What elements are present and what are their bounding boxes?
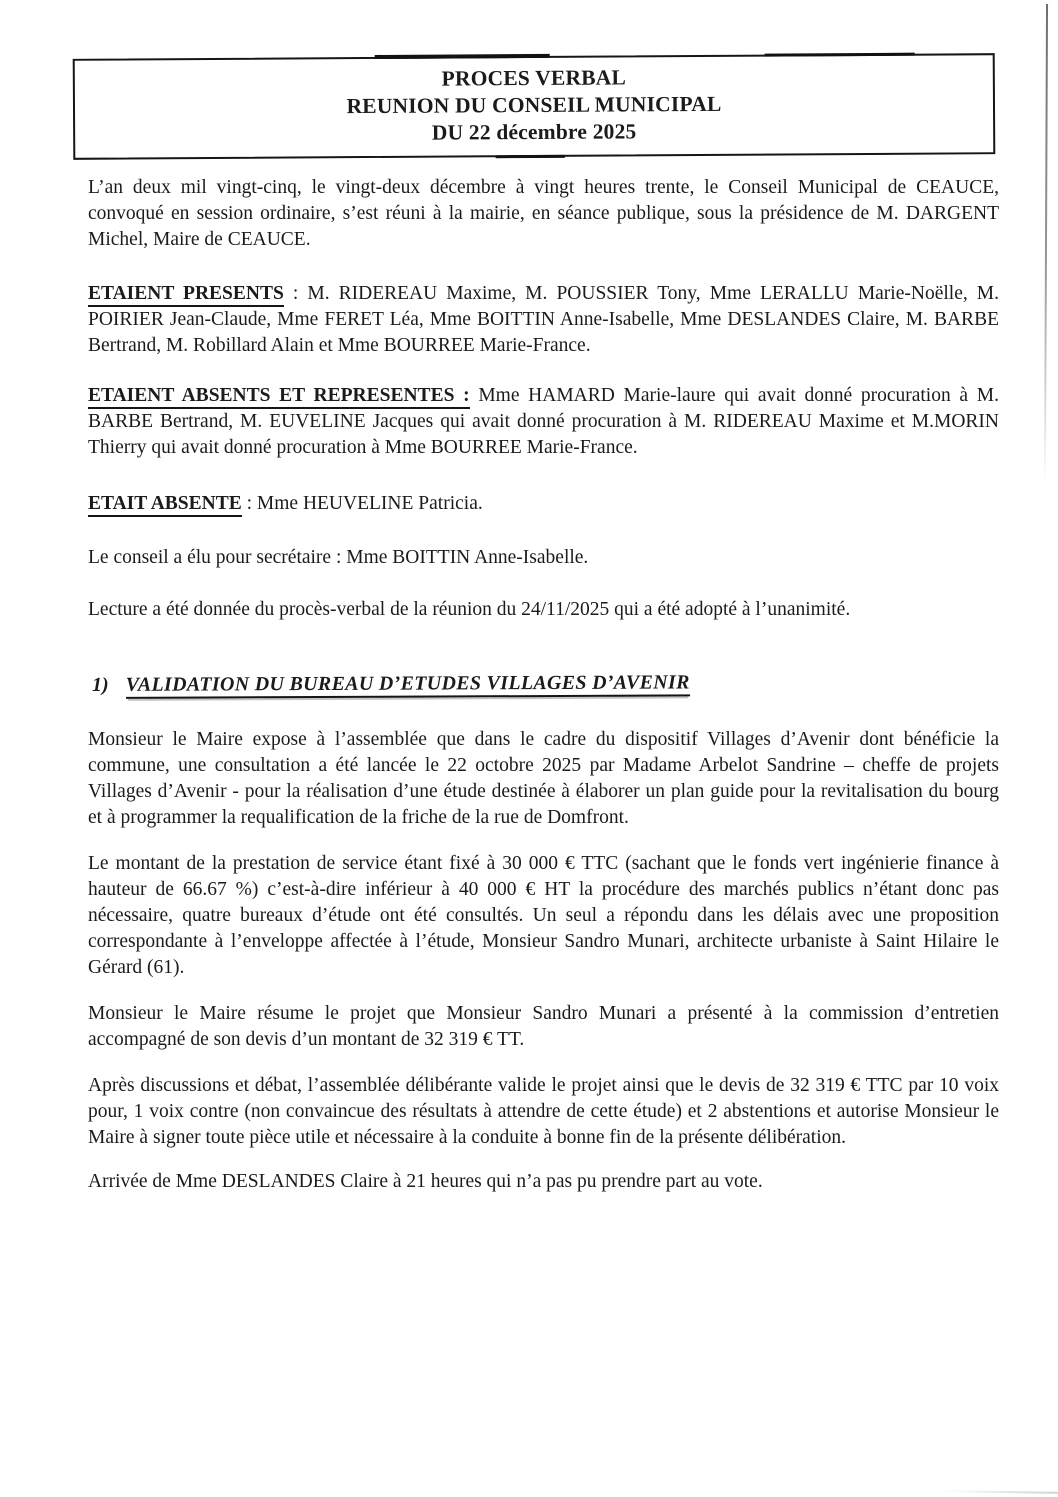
title-box xyxy=(73,53,996,160)
section-1-paragraph-1: Monsieur le Maire expose à l’assemblée que dans le cadre du dispositif Villages d’Avenir dont bénéficie la commune, une consultation a été lancée le 22 octobre 2025 par Madame Arbelot Sandrine – cheffe de projets Villages d’Avenir - pour la réalisation d’une étude destinée à élaborer un plan guide pour la revitalisation du bourg et à programmer la requalification de la friche de la rue de Domfront. xyxy=(88,729,999,828)
document-content xyxy=(88,0,999,1195)
section-1-paragraph-2: Le montant de la prestation de service étant fixé à 30 000 € TTC (sachant que le fonds vert ingénierie finance à hauteur de 66.67 %) c’est-à-dire inférieur à 40 000 € HT la procédure des marchés publics n’étant donc pas nécessaire, quatre bureaux d’étude ont été consultés. Un seul a répondu dans les délais avec une proposition correspondante à l’enveloppe affectée à l’étude, Monsieur Sandro Munari, architecte urbaniste à Saint Hilaire le Gérard (61). xyxy=(88,853,999,978)
etait-absente-separator: : xyxy=(241,493,257,514)
document-title-line-2: REUNION DU CONSEIL MUNICIPAL xyxy=(346,91,722,119)
absents-representes-label: ETAIENT ABSENTS ET REPRESENTES : xyxy=(88,385,470,409)
section-1-number: 1) xyxy=(91,673,109,696)
absents-representes-text: Mme HAMARD Marie-laure qui avait donné procuration à M. BARBE Bertrand, M. EUVELINE Jacques qui avait donné procuration à M. RIDEREAU Maxime et M.MORIN Thierry qui avait donné procuration à Mme BOURREE Marie-France. xyxy=(88,385,999,458)
scan-smudge xyxy=(765,53,915,57)
section-1-title: VALIDATION DU BUREAU D’ETUDES VILLAGES D’AVENIR xyxy=(126,671,690,698)
absents-representes-separator xyxy=(470,385,479,406)
scan-smudge xyxy=(375,54,550,59)
paragraph-etaient-presents xyxy=(88,281,999,359)
paragraph-absents-representes xyxy=(88,383,999,461)
section-1-paragraph-3: Monsieur le Maire résume le projet que Monsieur Sandro Munari a présenté à la commission d’entretien accompagné de son devis d’un montant de 32 319 € TT. xyxy=(88,1003,999,1050)
etaient-presents-label: ETAIENT PRESENTS xyxy=(88,283,284,307)
section-1-heading xyxy=(92,669,999,697)
paragraph-intro: L’an deux mil vingt-cinq, le vingt-deux décembre à vingt heures trente, le Conseil Municipal de CEAUCE, convoqué en session ordinaire, s’est réuni à la mairie, en séance publique, sous la présidence de M. DARGENT Michel, Maire de CEAUCE. xyxy=(88,177,999,250)
scan-edge-artifact xyxy=(1044,4,1048,482)
etait-absente-text: Mme HEUVELINE Patricia. xyxy=(256,493,483,514)
scan-edge-artifact-bottom xyxy=(940,1490,1058,1494)
paragraph-etait-absente xyxy=(88,491,999,517)
section-1-paragraph-5: Arrivée de Mme DESLANDES Claire à 21 heures qui n’a pas pu prendre part au vote. xyxy=(88,1171,763,1192)
paragraph-secretary: Le conseil a élu pour secrétaire : Mme BOITTIN Anne-Isabelle. xyxy=(88,547,589,568)
etaient-presents-text: M. RIDEREAU Maxime, M. POUSSIER Tony, Mme LERALLU Marie-Noëlle, M. POIRIER Jean-Claude, Mme FERET Léa, Mme BOITTIN Anne-Isabelle, Mme DESLANDES Claire, M. BARBE Bertrand, M. Robillard Alain et Mme BOURREE Marie-France. xyxy=(88,283,999,356)
document-title-line-1: PROCES VERBAL xyxy=(441,65,627,91)
scan-smudge xyxy=(495,155,565,158)
document-title-line-3: DU 22 décembre 2025 xyxy=(431,119,637,145)
section-1-paragraph-4: Après discussions et débat, l’assemblée délibérante valide le projet ainsi que le devis de 32 319 € TTC par 10 voix pour, 1 voix contre (non convaincue des résultats à attendre de cette étude) et 2 abstentions et autorise Monsieur le Maire à signer toute pièce utile et nécessaire à la conduite à bonne fin de la présente délibération. xyxy=(88,1075,999,1148)
etait-absente-label: ETAIT ABSENTE xyxy=(88,493,242,517)
paragraph-lecture: Lecture a été donnée du procès-verbal de la réunion du 24/11/2025 qui a été adopté à l’unanimité. xyxy=(88,599,851,620)
etaient-presents-separator: : xyxy=(283,283,308,304)
